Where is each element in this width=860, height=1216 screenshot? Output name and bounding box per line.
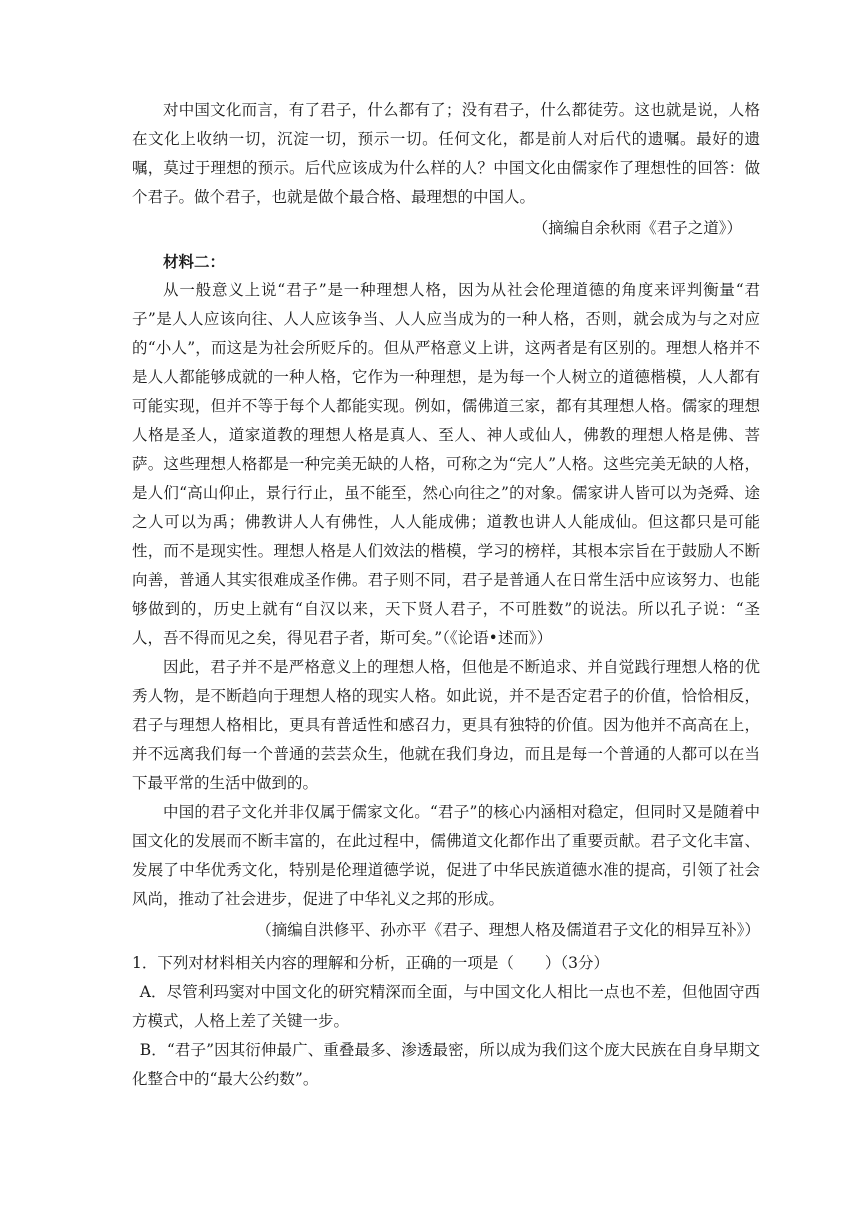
material-2-paragraph-2: 因此，君子并不是严格意义上的理想人格，但他是不断追求、并自觉践行理想人格的优秀人物，是不断趋向于理想人格的现实人格。如此说，并不是否定君子的价值，恰恰相反，君子与理想人格相比，更具有普适性和感召力，更具有独特的价值。因为他并不高高在上，并不远离我们每一个普通的芸芸众生，他就在我们身边，而且是每一个普通的人都可以在当下最平常的生活中做到的。 xyxy=(132,658,760,792)
option-a: A．尽管利玛窦对中国文化的研究精深而全面，与中国文化人相比一点也不差，但他固守西方模式，人格上差了关键一步。 xyxy=(132,983,760,1030)
source-citation-1: （摘编自余秋雨《君子之道》） xyxy=(532,219,742,237)
material-2-paragraph-3: 中国的君子文化并非仅属于儒家文化。“君子”的核心内涵相对稳定，但同时又是随着中国文化的发展而不断丰富的，在此过程中，儒佛道文化都作出了重要贡献。君子文化丰富、发展了中华优秀文化，特别是伦理道德学说，促进了中华民族道德水准的提高，引领了社会风尚，推动了社会进步，促进了中华礼义之邦的形成。 xyxy=(132,803,760,908)
intro-paragraph: 对中国文化而言，有了君子，什么都有了；没有君子，什么都徒劳。这也就是说，人格在文化上收纳一切，沉淀一切，预示一切。任何文化，都是前人对后代的遗嘱。最好的遗嘱，莫过于理想的预示。后代应该成为什么样的人？中国文化由儒家作了理想性的回答：做个君子。做个君子，也就是做个最合格、最理想的中国人。 xyxy=(132,101,760,206)
option-b: B．“君子”因其衍伸最广、重叠最多、渗透最密，所以成为我们这个庞大民族在自身早期文化整合中的“最大公约数”。 xyxy=(132,1041,760,1088)
source-citation-2: （摘编自洪修平、孙亦平《君子、理想人格及儒道君子文化的相异互补》） xyxy=(256,921,760,939)
question-1: 1．下列对材料相关内容的理解和分析，正确的一项是（ ）（3分） xyxy=(132,954,609,972)
material-2-paragraph-1: 从一般意义上说“君子”是一种理想人格，因为从社会伦理道德的角度来评判衡量“君子”是人人应该向往、人人应该争当、人人应当成为的一种人格，否则，就会成为与之对应的“小人”，而这是为社会所贬斥的。但从严格意义上讲，这两者是有区别的。理想人格并不是人人都能够成就的一种人格，它作为一种理想，是为每一个人树立的道德楷模，人人都有可能实现，但并不等于每个人都能实现。例如，儒佛道三家，都有其理想人格。儒家的理想人格是圣人，道家道教的理想人格是真人、至人、神人或仙人，佛教的理想人格是佛、菩萨。这些理想人格都是一种完美无缺的人格，可称之为“完人”人格。这些完美无缺的人格，是人们“高山仰止，景行行止，虽不能至，然心向往之”的对象。儒家讲人皆可以为尧舜、途之人可以为禹；佛教讲人人有佛性，人人能成佛；道教也讲人人能成仙。但这都只是可能性，而不是现实性。理想人格是人们效法的楷模，学习的榜样，其根本宗旨在于鼓励人不断向善，普通人其实很难成圣作佛。君子则不同，君子是普通人在日常生活中应该努力、也能够做到的，历史上就有“自汉以来，天下贤人君子，不可胜数”的说法。所以孔子说：“圣人，吾不得而见之矣，得见君子者，斯可矣。”（《论语•述而》） xyxy=(132,281,760,647)
material-2-heading: 材料二： xyxy=(163,252,226,271)
